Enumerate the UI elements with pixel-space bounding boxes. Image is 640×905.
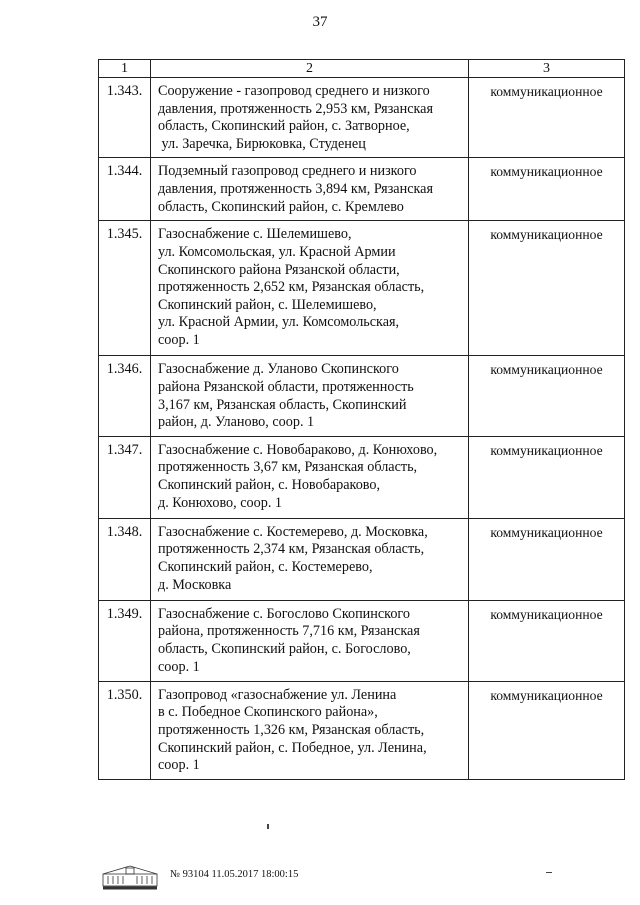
description-line: д. Московка <box>158 576 232 593</box>
object-category: коммуникационное <box>469 436 625 518</box>
table-row <box>99 78 625 158</box>
row-number: 1.346. <box>99 356 151 436</box>
header-cell-2: 2 <box>151 60 469 78</box>
description-line: Скопинский район, с. Шелемишево, <box>158 296 377 313</box>
scan-speck <box>546 872 552 873</box>
description-line: протяженность 3,67 км, Рязанская область, <box>158 459 418 476</box>
object-category: коммуникационное <box>469 518 625 600</box>
table-row <box>99 681 625 779</box>
description-line: ул. Заречка, Бирюковка, Студенец <box>158 135 366 152</box>
table-row <box>99 158 625 221</box>
description-line: Газоснабжение с. Шелемишево, <box>158 226 352 243</box>
description-line: Газопровод «газоснабжение ул. Ленина <box>158 686 397 703</box>
object-category: коммуникационное <box>469 78 625 158</box>
table-row <box>99 221 625 356</box>
row-number: 1.344. <box>99 158 151 221</box>
row-number: 1.348. <box>99 518 151 600</box>
object-description <box>151 600 469 681</box>
description-line: район, д. Уланово, соор. 1 <box>158 414 315 431</box>
description-line: протяженность 2,374 км, Рязанская область, <box>158 541 425 558</box>
description-line: Газоснабжение с. Новобараково, д. Конюхово, <box>158 441 438 458</box>
description-line: область, Скопинский район, с. Затворное, <box>158 118 410 135</box>
description-line: Газоснабжение с. Костемерево, д. Московка, <box>158 523 428 540</box>
table-row <box>99 600 625 681</box>
description-line: ул. Красной Армии, ул. Комсомольская, <box>158 314 400 331</box>
table-row <box>99 356 625 436</box>
row-number: 1.347. <box>99 436 151 518</box>
object-category: коммуникационное <box>469 681 625 779</box>
description-line: 3,167 км, Рязанская область, Скопинский <box>158 396 407 413</box>
table-row <box>99 518 625 600</box>
description-line: соор. 1 <box>158 658 200 675</box>
object-description <box>151 78 469 158</box>
description-line: давления, протяженность 2,953 км, Рязанская <box>158 100 433 117</box>
description-line: соор. 1 <box>158 757 200 774</box>
description-line: Подземный газопровод среднего и низкого <box>158 163 417 180</box>
object-description <box>151 681 469 779</box>
description-line: ул. Комсомольская, ул. Красной Армии <box>158 243 396 260</box>
row-number: 1.343. <box>99 78 151 158</box>
description-line: Скопинский район, с. Победное, ул. Ленина, <box>158 739 427 756</box>
row-number: 1.345. <box>99 221 151 356</box>
object-description <box>151 436 469 518</box>
registry-table <box>98 59 625 780</box>
object-category: коммуникационное <box>469 221 625 356</box>
description-line: района, протяженность 7,716 км, Рязанская <box>158 623 420 640</box>
description-line: соор. 1 <box>158 331 200 348</box>
description-line: давления, протяженность 3,894 км, Рязанская <box>158 180 433 197</box>
scan-speck <box>267 824 269 829</box>
description-line: область, Скопинский район, с. Богослово, <box>158 640 411 657</box>
description-line: Газоснабжение с. Богослово Скопинского <box>158 605 410 622</box>
table-header-row <box>99 60 625 78</box>
description-line: района Рязанской области, протяженность <box>158 378 414 395</box>
object-description <box>151 518 469 600</box>
description-line: Сооружение - газопровод среднего и низкого <box>158 83 430 99</box>
description-line: протяженность 1,326 км, Рязанская область, <box>158 721 425 738</box>
table-row <box>99 436 625 518</box>
object-description <box>151 356 469 436</box>
object-description <box>151 221 469 356</box>
object-category: коммуникационное <box>469 158 625 221</box>
page-number: 37 <box>312 14 328 30</box>
row-number: 1.349. <box>99 600 151 681</box>
header-cell-1: 1 <box>99 60 151 78</box>
description-line: Газоснабжение д. Уланово Скопинского <box>158 361 399 378</box>
description-line: Скопинский район, с. Новобараково, <box>158 476 381 493</box>
description-line: Скопинского района Рязанской области, <box>158 261 400 278</box>
description-line: область, Скопинский район, с. Кремлево <box>158 198 404 215</box>
row-number: 1.350. <box>99 681 151 779</box>
object-category: коммуникационное <box>469 356 625 436</box>
description-line: в с. Победное Скопинского района», <box>158 704 378 721</box>
description-line: Скопинский район, с. Костемерево, <box>158 558 373 575</box>
description-line: протяженность 2,652 км, Рязанская область, <box>158 279 425 296</box>
header-cell-3: 3 <box>469 60 625 78</box>
duma-logo-icon <box>102 864 158 890</box>
object-description <box>151 158 469 221</box>
document-stamp: № 93104 11.05.2017 18:00:15 <box>170 869 299 880</box>
object-category: коммуникационное <box>469 600 625 681</box>
description-line: д. Конюхово, соор. 1 <box>158 494 283 511</box>
